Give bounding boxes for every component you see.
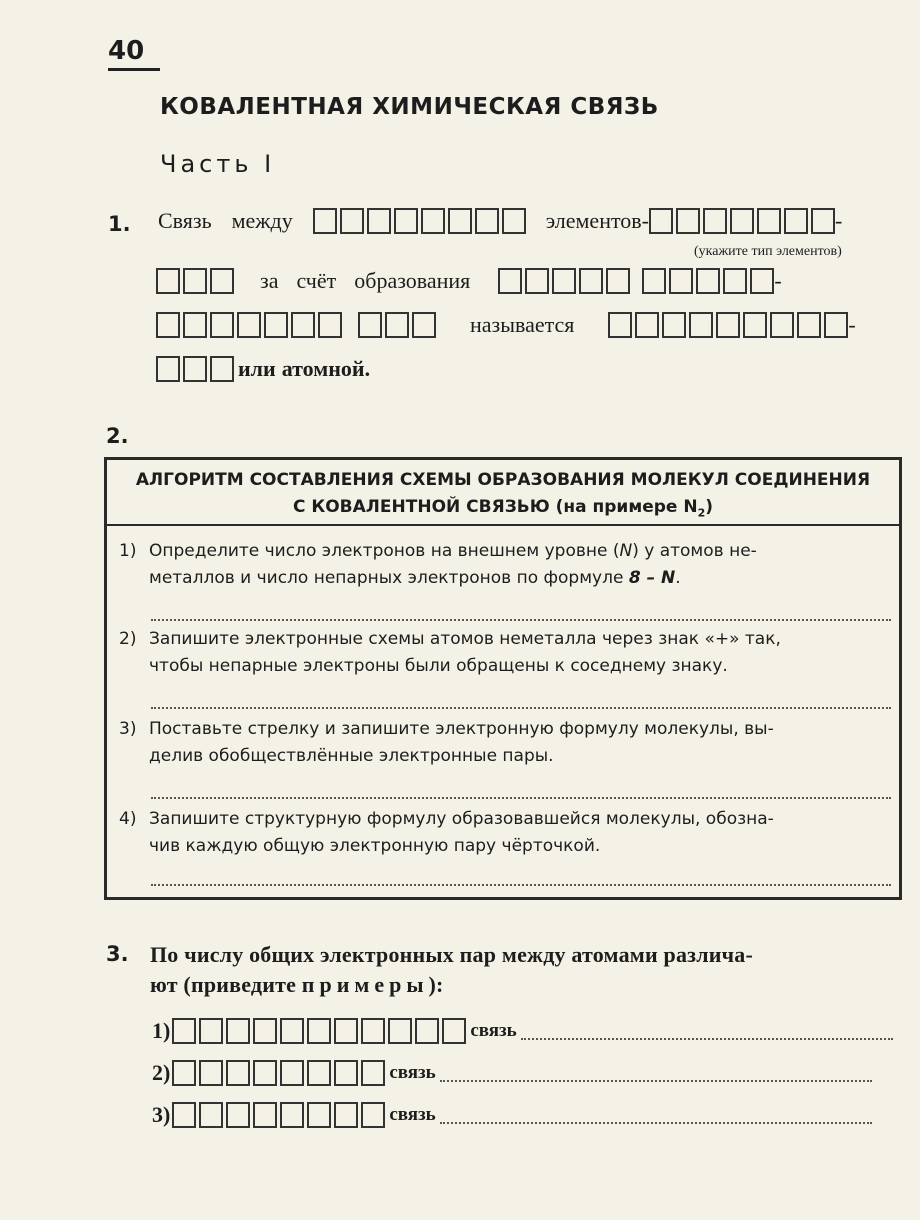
q1-word: называется [470,312,575,337]
table-title-line-1: АЛГОРИТМ СОСТАВЛЕНИЯ СХЕМЫ ОБРАЗОВАНИЯ МОЛЕКУЛ СОЕДИНЕНИЯ [135,470,871,490]
part-label: Часть I [160,150,276,178]
question-1-line-2 [156,268,782,294]
step-text: Запишите электронные схемы атомов неметалла через знак «+» так, чтобы непарные электроны были обращены к соседнему знаку. [149,629,781,676]
question-3-number: 3. [106,942,129,966]
q1-word: атомной. [281,356,371,381]
step-text: Поставьте стрелку и запишите электронную формулу молекулы, вы- делив обобществлённые электронные пары. [149,719,774,766]
item-number: 3) [152,1102,171,1127]
answer-dotted-line[interactable] [440,1064,872,1082]
answer-boxes-11[interactable] [172,1018,466,1044]
answer-boxes-8[interactable] [172,1102,385,1128]
q1-word: или [238,356,276,381]
item-number: 2) [152,1060,171,1085]
bond-word: связь [389,1062,436,1083]
page-number: 40 [108,36,145,66]
question-1-line-4 [156,356,370,382]
topic-title: КОВАЛЕНТНАЯ ХИМИЧЕСКАЯ СВЯЗЬ [160,94,659,120]
answer-boxes-5[interactable] [642,268,774,294]
answer-dotted-line[interactable] [440,1106,872,1124]
question-1-line-1 [158,208,842,234]
answer-boxes-7[interactable] [649,208,835,234]
page-number-rule [108,68,160,71]
answer-boxes-8[interactable] [313,208,526,234]
answer-dotted-line[interactable] [521,1022,893,1040]
q1-word: Связь [158,208,212,233]
bond-word: связь [470,1020,517,1041]
hint-element-type: (укажите тип элементов) [694,244,842,259]
step-number: 1) [119,541,137,561]
question-1-line-3 [156,312,856,338]
answer-boxes-3[interactable] [358,312,436,338]
algorithm-table-title [107,460,899,526]
table-title-line-2: С КОВАЛЕНТНОЙ СВЯЗЬЮ (на примере $N_2$) [292,497,714,520]
bond-type-3 [152,1102,872,1128]
algorithm-table [104,457,902,900]
q1-hyphen: - [835,208,843,233]
q1-word: за [260,268,279,293]
q1-word: элементов- [545,208,650,233]
question-1-number: 1. [108,212,131,236]
bond-type-1 [152,1018,893,1044]
answer-boxes-3[interactable] [156,268,234,294]
q1-word: между [231,208,293,233]
answer-dotted-line[interactable] [151,884,891,886]
answer-dotted-line[interactable] [151,707,891,709]
q1-word: образования [354,268,471,293]
question-3-prompt: По числу общих электронных пар между атомами различа- ют (приведите примеры): [150,942,753,997]
step-number: 3) [119,719,137,739]
answer-dotted-line[interactable] [151,619,891,621]
bond-type-2 [152,1060,872,1086]
answer-boxes-8[interactable] [172,1060,385,1086]
answer-boxes-7[interactable] [156,312,342,338]
step-text: Запишите структурную формулу образовавшейся молекулы, обозна- чив каждую общую электронную пару чёрточкой. [149,809,774,856]
answer-boxes-9[interactable] [608,312,848,338]
step-number: 2) [119,629,137,649]
q1-hyphen: - [848,312,856,337]
bond-word: связь [389,1104,436,1125]
answer-boxes-3[interactable] [156,356,234,382]
q1-word: счёт [296,268,337,293]
step-number: 4) [119,809,137,829]
item-number: 1) [152,1018,171,1043]
step-text: Определите число электронов на внешнем уровне (N) у атомов не- металлов и число непарных электронов по формуле 8 – N. [149,541,757,588]
q1-hyphen: - [774,268,782,293]
question-2-number: 2. [106,424,129,448]
answer-boxes-5[interactable] [498,268,630,294]
answer-dotted-line[interactable] [151,797,891,799]
